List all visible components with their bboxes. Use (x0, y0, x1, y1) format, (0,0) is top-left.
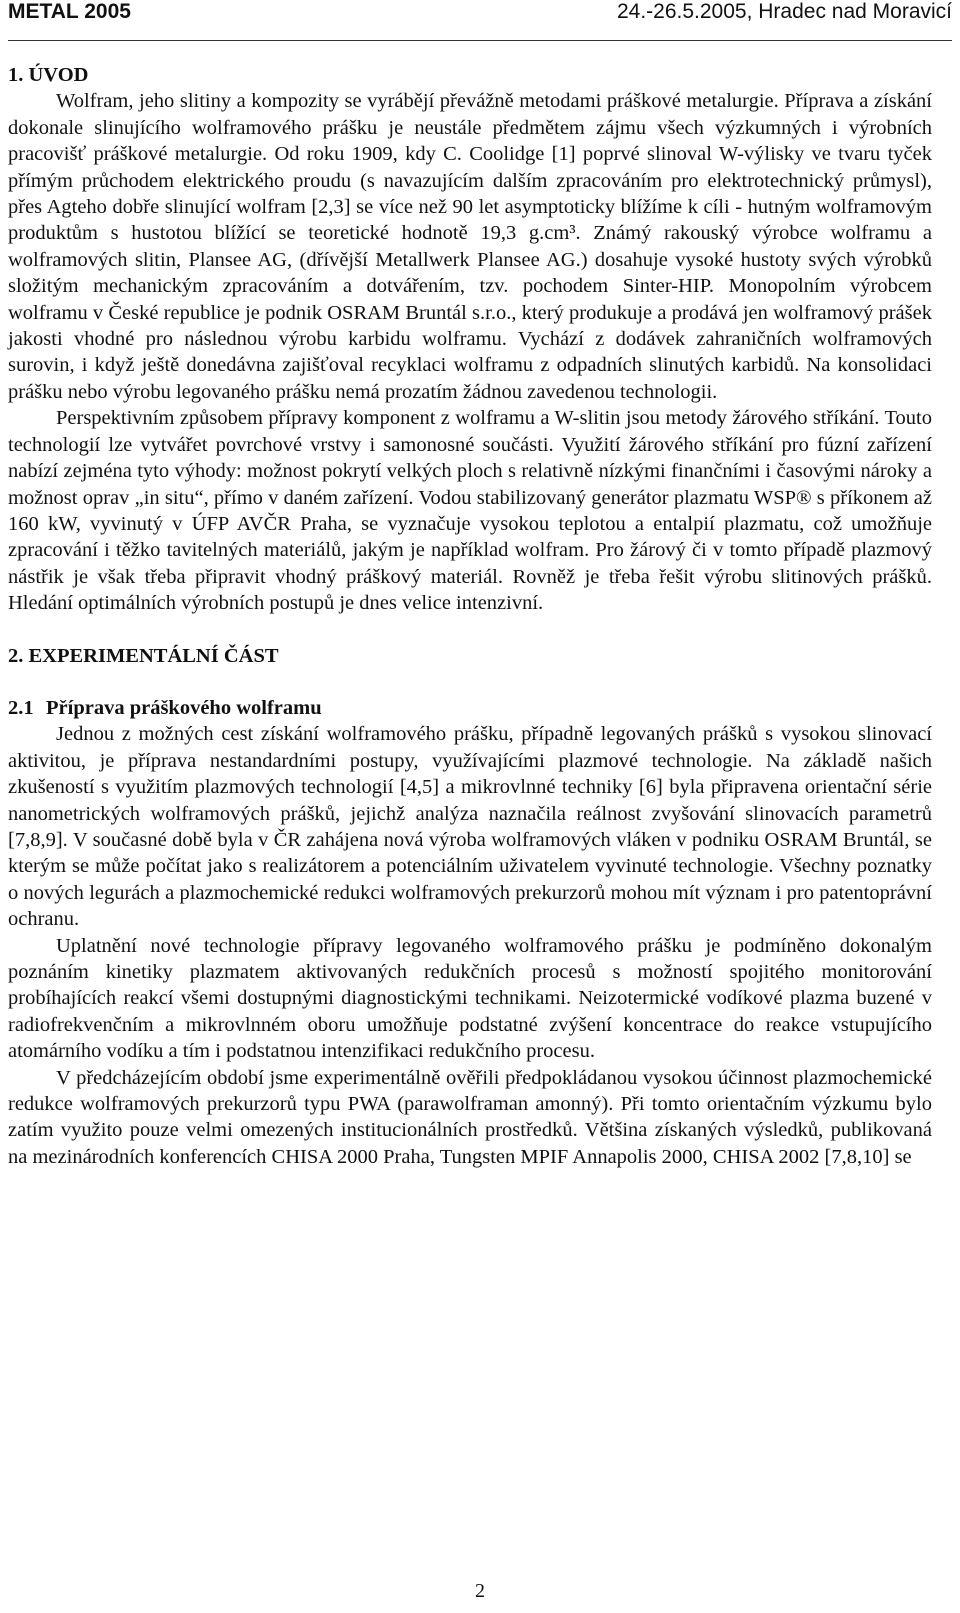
paragraph: Perspektivním způsobem přípravy komponent z wolframu a W-slitin jsou metody žárového stříkání. Touto technologií lze vytvářet povrchové vrstvy i samonosné součásti. Využití žárového stříkání pro fúzní zařízení nabízí zejména tyto výhody: možnost pokrytí velkých ploch s relativně nízkými finančními i časovými nároky a možnost oprav „in situ“, přímo v daném zařízení. Vodou stabilizovaný generátor plazmatu WSP® s příkonem až 160 kW, vyvinutý v ÚFP AVČR Praha, se vyznačuje vysokou teplotou a entalpií plazmatu, což umožňuje zpracování i těžko tavitelných materiálů, jakým je například wolfram. Pro žárový či v tomto případě plazmový nástřik je však třeba připravit vhodný práškový materiál. Rovněž je třeba řešit výrobu slitinových prášků. Hledání optimálních výrobních postupů je dnes velice intenzivní. (8, 407, 932, 615)
subsection-title: Příprava práškového wolframu (46, 696, 322, 719)
section-1-heading: 1. ÚVOD (8, 64, 89, 86)
page-number: 2 (475, 1580, 485, 1602)
subsection-number: 2.1 (8, 696, 34, 719)
paragraph: Wolfram, jeho slitiny a kompozity se vyrábějí převážně metodami práškové metalurgie. Příprava a získání dokonale slinujícího wolframového prášku je neustále předmětem zájmu všech výzkumných i výrobních pracovišť práškové metalurgie. Od roku 1909, kdy C. Coolidge [1] poprvé slinoval W-výlisky ve tvaru tyček přímým průchodem elektrického proudu (s navazujícím dalším zpracováním pro elektrotechnický průmysl), přes Agteho dobře slinující wolfram [2,3] se více než 90 let asymptoticky blížíme k cíli - hutným wolframovým produktům s hustotou blížící se teoretické hodnotě 19,3 g.cm³. Známý rakouský výrobce wolframu a wolframových slitin, Plansee AG, (dřívější Metallwerk Plansee AG.) dosahuje vysoké hustoty svých výrobků složitým mechanickým zpracováním a dotvářením, tzv. pochodem Sinter-HIP. Monopolním výrobcem wolframu v České republice je podnik OSRAM Bruntál s.r.o., který produkuje a prodává jen wolframový prášek jakosti vhodné pro následnou výrobu karbidu wolframu. Vychází z dodávek zahraničních wolframových surovin, i když ještě donedávna zajišťoval recyklaci wolframu z odpadních slinutých karbidů. Na konsolidaci prášku nebo výrobu legovaného prášku nemá prozatím žádnou zavedenou technologii. (8, 90, 932, 403)
running-header (8, 0, 952, 41)
section-2-heading: 2. EXPERIMENTÁLNÍ ČÁST (8, 644, 279, 667)
paragraph: Jednou z možných cest získání wolframového prášku, případně legovaných prášků s vysokou slinovací aktivitou, je příprava nestandardními postupy, využívajícími plazmové technologie. Na základě našich zkušeností s využitím plazmových technologií [4,5] a mikrovlnné techniky [6] byla připravena orientační série nanometrických wolframových prášků, jejichž analýza naznačila reálnost zvyšování slinovacích parametrů [7,8,9]. V současné době byla v ČR zahájena nová výroba wolframových vláken v podniku OSRAM Bruntál, se kterým se může počítat jako s realizátorem a potenciálním uživatelem vyvinuté technologie. Všechny poznatky o nových legurách a plazmochemické redukci wolframových prekurzorů mohou mít význam i pro patentoprávní ochranu. (8, 723, 932, 931)
document-body (8, 62, 932, 1170)
paragraph: V předcházejícím období jsme experimentálně ověřili předpokládanou vysokou účinnost plazmochemické redukce wolframových prekurzorů typu PWA (parawolframan amonný). Při tomto orientačním výzkumu bylo zatím využito pouze velmi omezených institucionálních prostředků. Většina získaných výsledků, publikovaná na mezinárodních konferencích CHISA 2000 Praha, Tungsten MPIF Annapolis 2000, CHISA 2002 [7,8,10] se (8, 1066, 932, 1168)
conference-date-venue: 24.-26.5.2005, Hradec nad Moravicí (616, 0, 952, 23)
subsection-2-1-heading (8, 695, 932, 721)
conference-name: METAL 2005 (8, 0, 131, 23)
paragraph: Uplatnění nové technologie přípravy legovaného wolframového prášku je podmíněno dokonalým poznáním kinetiky plazmatem aktivovaných redukčních procesů s možností spojitého monitorování probíhajících reakcí všemi dostupnými diagnostickými technikami. Neizotermické vodíkové plazma buzené v radiofrekvenčním a mikrovlnném oboru umožňuje podstatné zvýšení koncentrace do reakce vstupujícího atomárního vodíku a tím i podstatnou intenzifikaci redukčního procesu. (8, 934, 932, 1063)
